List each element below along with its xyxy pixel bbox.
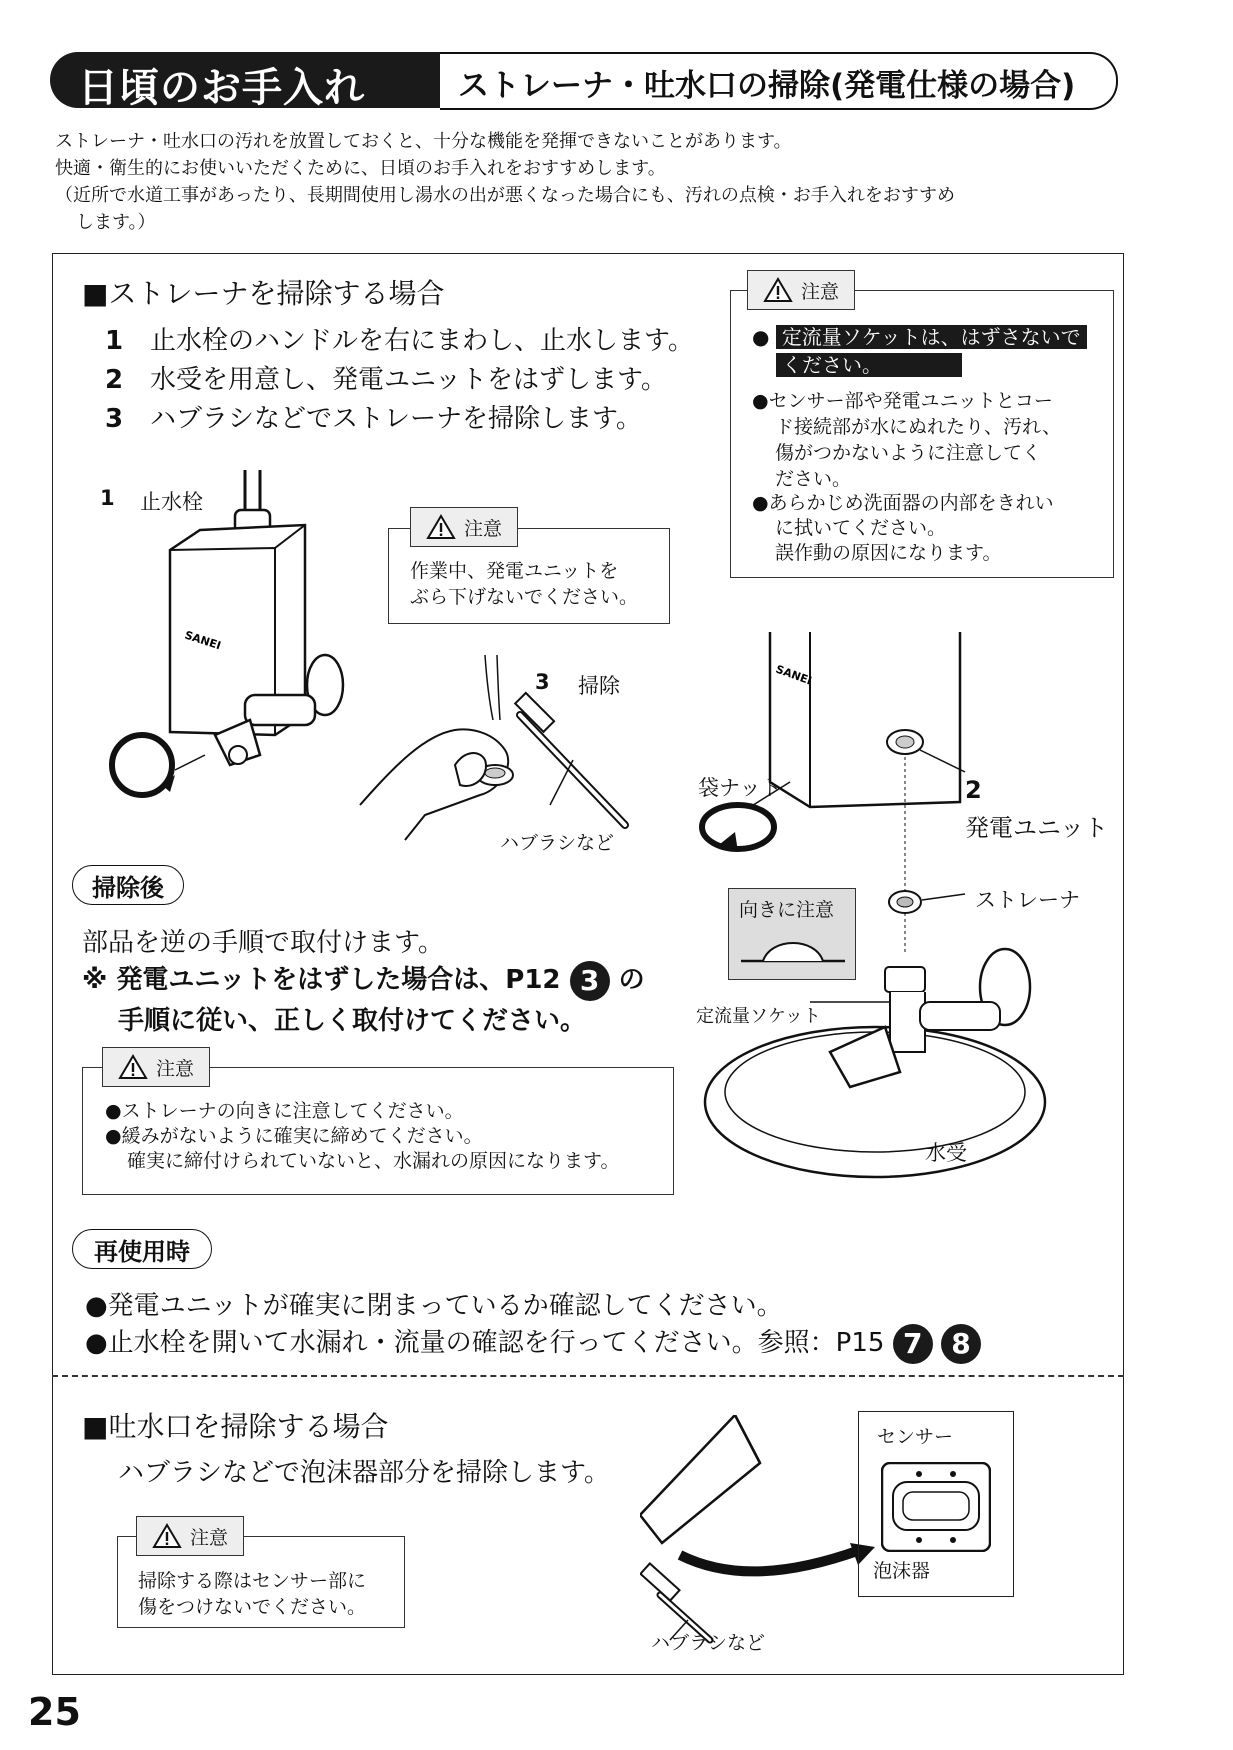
orientation-note-box <box>728 888 856 980</box>
fig-basin-label: 水受 <box>925 1141 967 1165</box>
svg-text:SANEI: SANEI <box>183 628 223 653</box>
fig-step2-num: 2 <box>965 776 982 804</box>
caution-right-item2-l1: ●センサー部や発電ユニットとコー <box>752 390 1053 412</box>
after-cleaning-pill: 掃除後 <box>72 865 184 905</box>
orientation-note-label: 向きに注意 <box>739 899 835 921</box>
strainer-step-3: 3 ハブラシなどでストレーナを掃除します。 <box>105 404 642 434</box>
sensor-detail-box <box>858 1411 1014 1597</box>
step-badge-3: 3 <box>570 961 610 1001</box>
svg-text:SANEI: SANEI <box>773 662 814 688</box>
caution-spout-l1: 掃除する際はセンサー部に <box>138 1570 367 1592</box>
warning-icon <box>426 514 456 540</box>
caution-right-item2-l3: 傷がつかないように注意してく <box>775 442 1042 464</box>
caution-after-l2: ●緩みがないように確実に締めてください。 <box>105 1125 483 1147</box>
warning-icon <box>763 277 793 303</box>
caution-after-l1: ●ストレーナの向きに注意してください。 <box>105 1100 464 1122</box>
intro-line-4: します。） <box>76 212 156 233</box>
strainer-step-1: 1 止水栓のハンドルを右にまわし、止水します。 <box>105 326 694 356</box>
intro-line-2: 快適・衛生的にお使いいただくために、日頃のお手入れをおすすめします。 <box>55 158 666 179</box>
spout-toothbrush-label: ハブラシなど <box>651 1632 766 1654</box>
reuse-line-2: ●止水栓を開いて水漏れ・流量の確認を行ってください。参照：P15 7 8 <box>85 1322 981 1364</box>
caution-right-item2-l2: ド接続部が水にぬれたり、汚れ、 <box>775 416 1062 438</box>
reuse-pill: 再使用時 <box>72 1229 212 1269</box>
spout-text: ハブラシなどで泡沫器部分を掃除します。 <box>118 1458 610 1488</box>
strainer-heading: ■ストレーナを掃除する場合 <box>82 277 445 310</box>
page-number: 25 <box>28 1690 81 1734</box>
fig-step1-num: 1 <box>100 486 115 510</box>
after-line-1: 部品を逆の手順で取付けます。 <box>82 928 444 958</box>
intro-line-1: ストレーナ・吐水口の汚れを放置しておくと、十分な機能を発揮できないことがあります。 <box>55 131 792 152</box>
fig-step1-label: 止水栓 <box>140 490 203 514</box>
aerator-label: 泡沫器 <box>873 1560 931 1582</box>
spout-illustration <box>640 1415 890 1655</box>
caution-after-l3: 確実に締付けられていないと、水漏れの原因になります。 <box>127 1150 620 1172</box>
fig-socket-label: 定流量ソケット <box>696 1006 821 1027</box>
page-subtitle: ストレーナ・吐水口の掃除(発電仕様の場合) <box>458 68 1076 104</box>
spout-heading: ■吐水口を掃除する場合 <box>82 1410 389 1443</box>
warning-icon <box>152 1523 182 1549</box>
fig-bag-nut-label: 袋ナット <box>698 776 782 800</box>
caution-tag-mid: 注意 <box>410 507 518 547</box>
after-line-3: 手順に従い、正しく取付けてください。 <box>118 1006 587 1036</box>
fig-step3-label: 掃除 <box>578 674 620 698</box>
step-badge-8: 8 <box>941 1324 981 1364</box>
caution-mid-l2: ぶら下げないでください。 <box>410 586 639 608</box>
caution-tag-spout: 注意 <box>136 1516 244 1556</box>
caution-spout-l2: 傷をつけないでください。 <box>138 1596 367 1618</box>
reuse-line-1: ●発電ユニットが確実に閉まっているか確認してください。 <box>85 1291 783 1321</box>
stop-valve-illustration <box>100 470 360 810</box>
caution-right-item3-l2: に拭いてください。 <box>775 517 947 539</box>
sensor-label: センサー <box>877 1426 954 1448</box>
caution-right-item1: ● 定流量ソケットは、はずさないで <box>752 324 1087 350</box>
caution-tag-right <box>747 270 855 310</box>
caution-right-item3-l3: 誤作動の原因になります。 <box>775 542 1002 564</box>
section-divider <box>52 1375 1124 1377</box>
caution-right-item2-l4: ださい。 <box>775 468 852 490</box>
caution-right-item3-l1: ●あらかじめ洗面器の内部をきれい <box>752 492 1054 514</box>
caution-mid-l1: 作業中、発電ユニットを <box>410 560 619 582</box>
page-title: 日頃のお手入れ <box>78 65 365 111</box>
warning-icon <box>118 1054 148 1080</box>
strainer-step-2: 2 水受を用意し、発電ユニットをはずします。 <box>105 365 667 395</box>
spout-face-icon <box>881 1462 991 1552</box>
caution-right-item1-cont: ください。 <box>776 353 962 377</box>
caution-tag-after: 注意 <box>102 1047 210 1087</box>
step-badge-7: 7 <box>893 1324 933 1364</box>
after-line-2: ※ 発電ユニットをはずした場合は、P12 3 の <box>82 959 645 1001</box>
fig-step3-num: 3 <box>535 670 550 694</box>
caution-label: 注意 <box>800 280 839 303</box>
intro-line-3: （近所で水道工事があったり、長期間使用し湯水の出が悪くなった場合にも、汚れの点検・お手入れをおすすめ <box>55 185 955 206</box>
fig-toothbrush-label: ハブラシなど <box>500 832 615 854</box>
fig-strainer-label: ストレーナ <box>975 888 1080 912</box>
fig-step2-label: 発電ユニット <box>965 814 1109 842</box>
strainer-orientation-icon <box>741 929 845 973</box>
